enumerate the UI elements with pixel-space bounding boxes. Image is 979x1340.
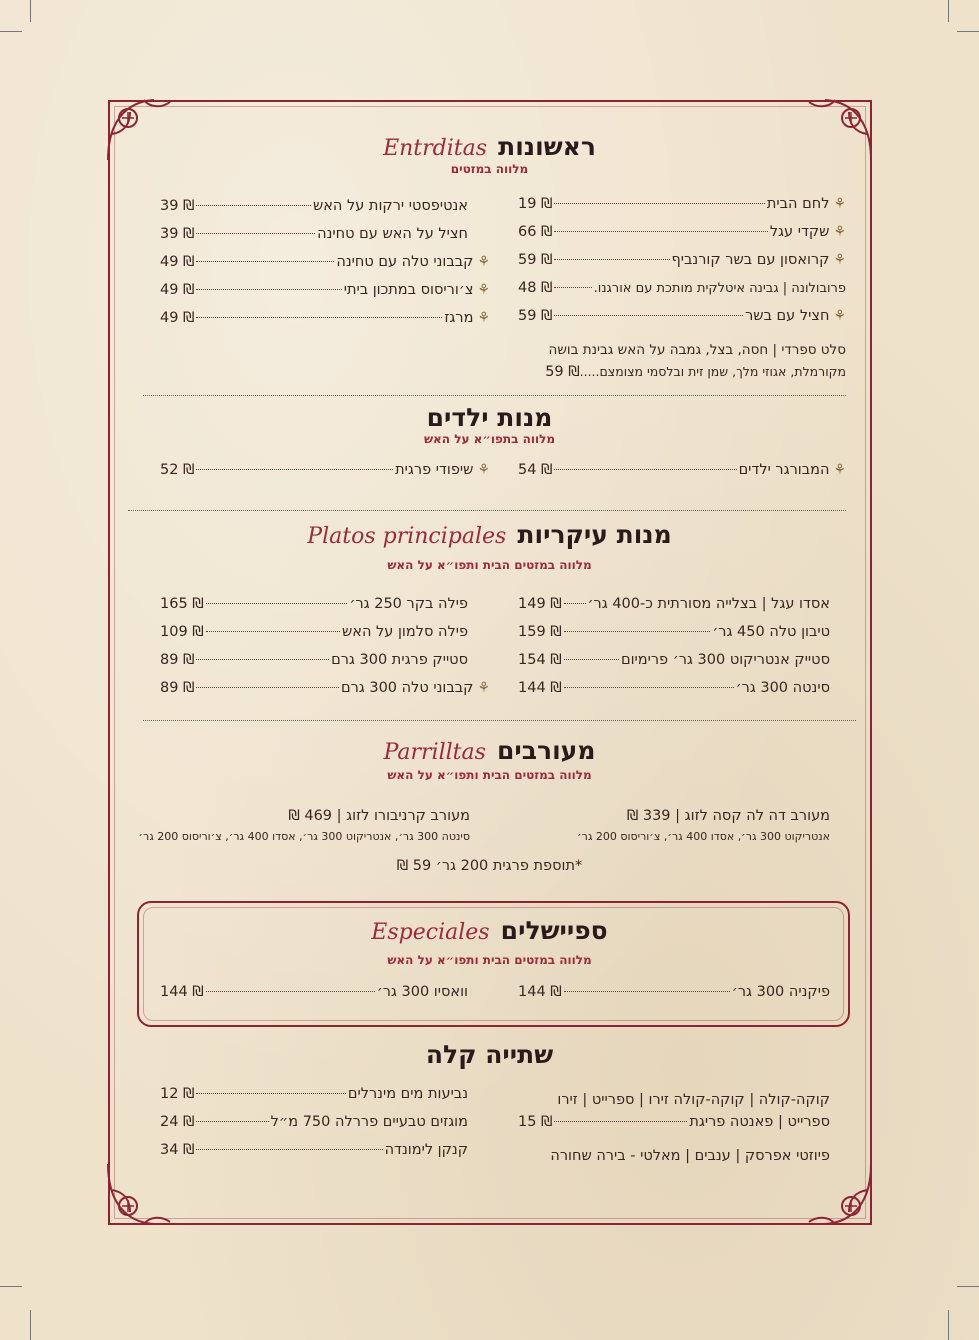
section-title-he: ראשונות [498,132,596,161]
drinks-right-column [518,1086,830,1170]
section-title-he: מנות ילדים [426,403,553,432]
mixed-item-name: מעורב קרניבורו לזוג | 469 ₪ [288,808,470,824]
section-title-he: מעורבים [497,736,596,765]
crop-mark [948,1310,949,1340]
menu-item: ⚘ שקדי עגל 66 ₪ [518,224,846,240]
section-title-es: Platos principales [307,524,507,549]
menu-item: ספרייט | פאנטה פריגת 15 ₪ [518,1114,830,1130]
crop-mark [957,31,979,32]
wheat-icon: ⚘ [477,680,490,696]
menu-item: חציל על האש עם טחינה 39 ₪ [160,226,468,242]
mixed-left-column [134,802,470,843]
entradas-left-column [160,198,490,338]
mixed-right-column [520,802,830,843]
menu-item: ⚘ קבבוני טלה עם טחינה 49 ₪ [160,254,490,270]
entradas-right-column [518,196,846,392]
menu-item: אנטיפסטי ירקות על האש 39 ₪ [160,198,468,214]
menu-item: פרובולונה | גבינה איטלקית מותכת עם אורגנו. 48 ₪ [518,280,846,296]
menu-item: ⚘ המבורגר ילדים 54 ₪ [518,462,846,478]
menu-item: ⚘ שיפודי פרגית 52 ₪ [160,462,490,478]
menu-item: סינטה 300 גר׳ 144 ₪ [518,680,830,696]
menu-item: פילה סלמון על האש 109 ₪ [160,624,468,640]
menu-item: ⚘ מרגז 49 ₪ [160,310,490,326]
drink-line: קוקה-קולה | קוקה-קולה זירו | ספרייט | זירו [557,1092,830,1108]
section-title-es: Entrditas [383,136,488,161]
drinks-left-column [160,1086,490,1170]
section-subtitle: מלווה במזטים הבית ותפו״א על האש [387,768,592,782]
wheat-icon: ⚘ [833,308,846,324]
crop-mark [30,0,31,22]
section-subtitle: מלווה במזטים הבית ותפו״א על האש [387,953,592,967]
section-title-es: Parrilltas [383,740,486,765]
menu-item: פיקניה 300 גר׳ 144 ₪ [518,984,830,1000]
mains-left-column [160,596,490,708]
menu-item: ⚘ לחם הבית 19 ₪ [518,196,846,212]
menu-item: ⚘ צ׳וריסוס במתכון ביתי 49 ₪ [160,282,490,298]
mains-right-column [518,596,830,708]
menu-item: ⚘ קבבוני טלה 300 גרם 89 ₪ [160,680,490,696]
section-subtitle: מלווה במזטים הבית ותפו״א על האש [387,558,592,572]
ornament-icon [805,1160,875,1230]
section-divider [143,720,856,721]
section-divider [128,510,846,511]
mixed-item-desc: אנטריקוט 300 גר׳, אסדו 400 גר׳, צ׳וריסוס 200 גר׳ [577,830,830,843]
menu-item: ⚘ חציל עם בשר 59 ₪ [518,308,846,324]
section-title-mixed [0,736,979,765]
menu-item: סטייק פרגית 300 גרם 89 ₪ [160,652,468,668]
wheat-icon: ⚘ [833,224,846,240]
kids-right-column [518,462,846,490]
wheat-icon: ⚘ [477,282,490,298]
section-title-specials [0,916,979,945]
salad-desc-line: סלט ספרדי | חסה, בצל, גמבה על האש גבינת בושה [548,342,846,358]
menu-item: וואסיו 300 גר׳ 144 ₪ [160,984,468,1000]
crop-mark [957,1286,979,1287]
drink-line: פיוזטי אפרסק | ענבים | מאלטי - בירה שחורה [550,1148,830,1164]
section-title-mains [0,520,979,549]
section-title-entradas [0,132,979,161]
section-subtitle: מלווה במזטים [450,162,529,176]
crop-mark [0,1286,22,1287]
section-divider [143,395,846,396]
menu-item: טיבון טלה 450 גר׳ 159 ₪ [518,624,830,640]
crop-mark [0,31,22,32]
section-title-he: שתייה קלה [425,1040,554,1069]
menu-item: אסדו עגל | בצלייה מסורתית כ-400 גר׳ 149 ₪ [518,596,830,612]
mixed-note: *תוספת פרגית 200 גר׳ 59 ₪ [396,858,583,874]
section-title-es: Especiales [371,920,490,945]
wheat-icon: ⚘ [833,196,846,212]
menu-item: פילה בקר 250 גר׳ 165 ₪ [160,596,468,612]
mixed-item-desc: סינטה 300 גר׳, אנטריקוט 300 גר׳, אסדו 400 גר׳, צ׳וריסוס 200 גר׳ [138,830,470,843]
wheat-icon: ⚘ [833,252,846,268]
menu-item: נביעות מים מינרלים 12 ₪ [160,1086,468,1102]
wheat-icon: ⚘ [477,462,490,478]
mixed-item-name: מעורב דה לה קסה לזוג | 339 ₪ [626,808,830,824]
section-title-he: מנות עיקריות [517,520,672,549]
section-title-he: ספיישלים [500,916,608,945]
wheat-icon: ⚘ [477,254,490,270]
ornament-icon [104,1160,174,1230]
wheat-icon: ⚘ [833,462,846,478]
specials-left-column [160,984,490,1012]
menu-item: קנקן לימונדה 34 ₪ [160,1142,468,1158]
crop-mark [948,0,949,22]
menu-item: ⚘ קרואסון עם בשר קורנביף 59 ₪ [518,252,846,268]
specials-right-column [518,984,830,1012]
section-subtitle: מלווה בתפו״א על האש [423,432,556,446]
kids-left-column [160,462,490,490]
wheat-icon: ⚘ [477,310,490,326]
menu-item: מקורמלת, אגוזי מלך, שמן זית ובלסמי מצומצם..... 59 ₪ [545,364,846,380]
section-title-kids [0,403,979,432]
crop-mark [30,1310,31,1340]
menu-item: מוגזים טבעיים פררלה 750 מ״ל 24 ₪ [160,1114,468,1130]
menu-item: סטייק אנטריקוט 300 גר׳ פרימיום 154 ₪ [518,652,830,668]
section-title-drinks [0,1040,979,1069]
